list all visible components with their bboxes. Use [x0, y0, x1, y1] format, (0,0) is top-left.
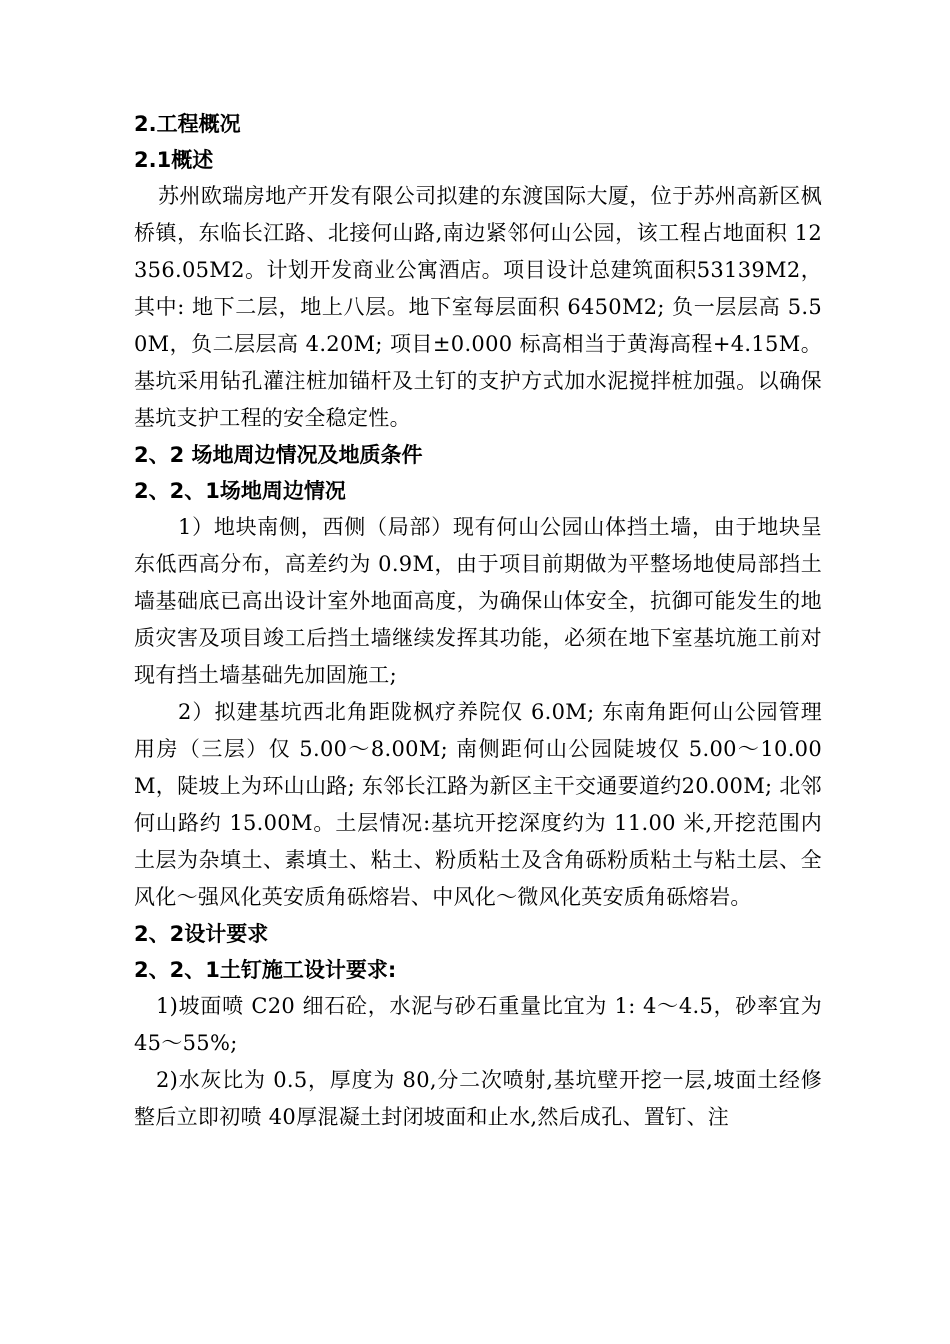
- paragraph-site-item-1: 1）地块南侧，西侧（局部）现有何山公园山体挡土墙，由于地块呈东低西高分布，高差约为 0.9M，由于项目前期做为平整场地使局部挡土墙基础底已高出设计室外地面高度，为确保山体安全，抗御可能发生的地质灾害及项目竣工后挡土墙继续发挥其功能，必须在地下室基坑施工前对现有挡土墙基础先加固施工;: [134, 515, 822, 687]
- paragraph-site-item-2: 2）拟建基坑西北角距陇枫疗养院仅 6.0M; 东南角距何山公园管理用房（三层）仅 5.00～8.00M; 南侧距何山公园陡坡仅 5.00～10.00M，陡坡上为环山山路; 东邻长江路为新区主干交通要道约20.00M; 北邻何山路约 15.00M。土层情况:基坑开挖深度约为 11.00 米,开挖范围内土层为杂填土、素填土、粘土、粉质粘土及含角砾粉质粘土与粘土层、全风化～强风化英安质角砾熔岩、中风化～微风化英安质角砾熔岩。: [134, 700, 822, 909]
- paragraph-requirement-1: 1)坡面喷 C20 细石砼，水泥与砂石重量比宜为 1: 4～4.5，砂率宜为 45～55%;: [134, 994, 822, 1055]
- heading-soil-nail-requirements: 2、2、1土钉施工设计要求:: [134, 958, 397, 982]
- heading-engineering-overview: 2.工程概况: [134, 112, 241, 136]
- document-page: [134, 106, 822, 1136]
- heading-design-requirements: 2、2设计要求: [134, 922, 269, 946]
- paragraph-overview: 苏州欧瑞房地产开发有限公司拟建的东渡国际大厦，位于苏州高新区枫桥镇，东临长江路、北接何山路,南边紧邻何山公园，该工程占地面积 12356.05M2。计划开发商业公寓酒店。项目设计总建筑面积53139M2，其中: 地下二层，地上八层。地下室每层面积 6450M2; 负一层层高 5.50M，负二层层高 4.20M; 项目±0.000 标高相当于黄海高程+4.15M。基坑采用钻孔灌注桩加锚杆及土钉的支护方式加水泥搅拌桩加强。以确保基坑支护工程的安全稳定性。: [134, 184, 822, 430]
- heading-site-and-geology: 2、2 场地周边情况及地质条件: [134, 443, 423, 467]
- paragraph-requirement-2: 2)水灰比为 0.5，厚度为 80,分二次喷射,基坑壁开挖一层,坡面土经修整后立即初喷 40厚混凝土封闭坡面和止水,然后成孔、置钉、注: [134, 1068, 822, 1129]
- heading-site-surroundings: 2、2、1场地周边情况: [134, 479, 346, 503]
- heading-summary: 2.1概述: [134, 148, 214, 172]
